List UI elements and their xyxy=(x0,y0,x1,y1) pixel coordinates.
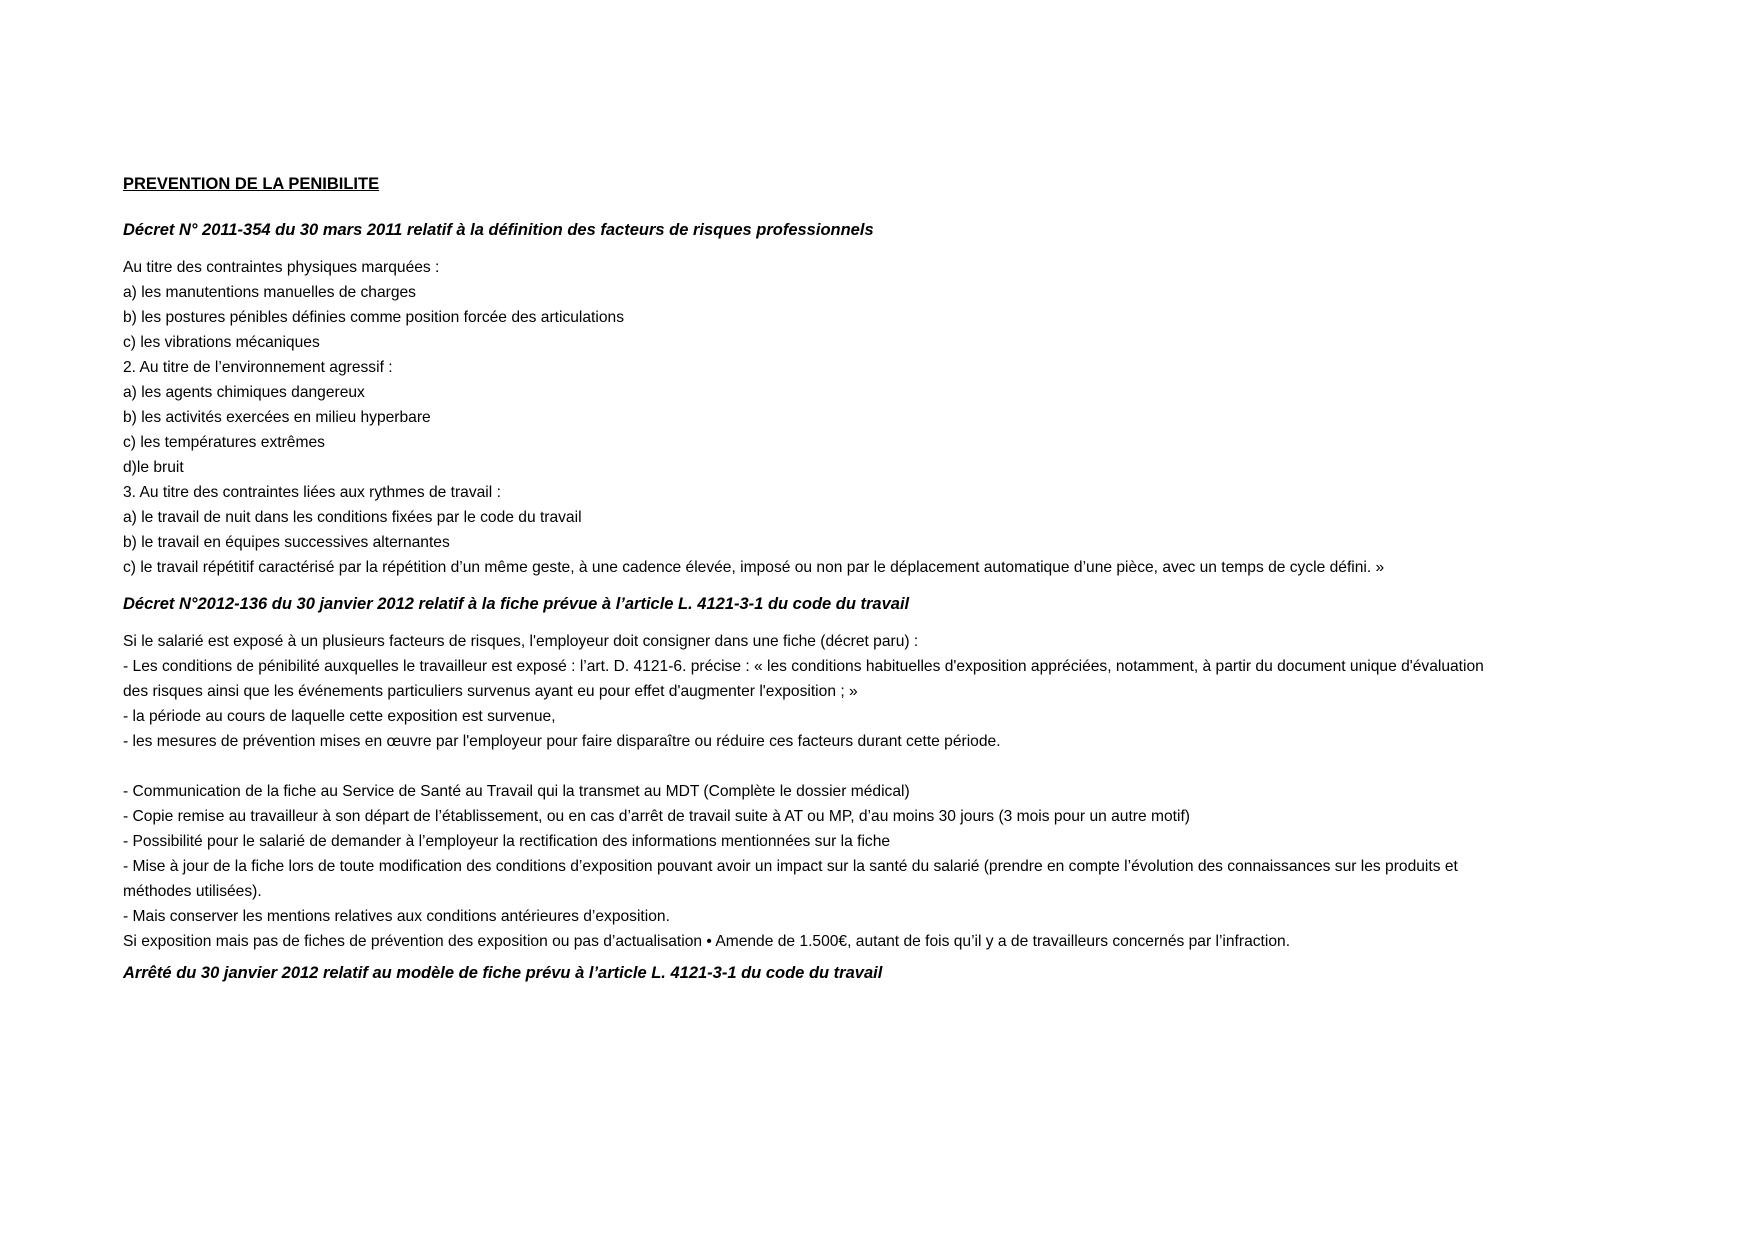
list-item: c) les vibrations mécaniques xyxy=(123,334,320,351)
list-item: c) les températures extrêmes xyxy=(123,434,325,451)
list-item: 3. Au titre des contraintes liées aux rythmes de travail : xyxy=(123,484,501,501)
document-page xyxy=(123,172,1513,998)
section-heading-decret-2011: Décret N° 2011-354 du 30 mars 2011 relatif à la définition des facteurs de risques professionnels xyxy=(123,221,874,239)
paragraph-line: - Communication de la fiche au Service de Santé au Travail qui la transmet au MDT (Complète le dossier médical) xyxy=(123,783,910,800)
section-heading-arrete-2012: Arrêté du 30 janvier 2012 relatif au modèle de fiche prévu à l’article L. 4121-3-1 du code du travail xyxy=(123,964,883,982)
paragraph-line: - la période au cours de laquelle cette exposition est survenue, xyxy=(123,708,556,725)
paragraph-line: - Mais conserver les mentions relatives aux conditions antérieures d’exposition. xyxy=(123,908,670,925)
list-item: d)le bruit xyxy=(123,459,184,476)
list-item: b) les activités exercées en milieu hyperbare xyxy=(123,409,431,426)
list-item: 2. Au titre de l’environnement agressif : xyxy=(123,359,393,376)
paragraph-line: Si exposition mais pas de fiches de prévention des exposition ou pas d’actualisation • Amende de 1.500€, autant de fois qu’il y a de travailleurs concernés par l’infraction. xyxy=(123,933,1291,950)
list-item: a) les agents chimiques dangereux xyxy=(123,384,365,401)
fiche-content xyxy=(123,629,1508,954)
list-item: a) les manutentions manuelles de charges xyxy=(123,284,416,301)
paragraph-line: - Copie remise au travailleur à son départ de l’établissement, ou en cas d’arrêt de travail suite à AT ou MP, d’au moins 30 jours (3 mois pour un autre motif) xyxy=(123,808,1190,825)
paragraph-line: - les mesures de prévention mises en œuvre par l'employeur pour faire disparaître ou réduire ces facteurs durant cette période. xyxy=(123,733,1001,750)
list-item: Au titre des contraintes physiques marquées : xyxy=(123,259,440,276)
paragraph-line: - Les conditions de pénibilité auxquelles le travailleur est exposé : l’art. D. 4121-6. précise : « les conditions habituelles d'exposition appréciées, notamment, à partir du document unique d'évaluation des risques ainsi que les événements particuliers survenus ayant eu pour effet d'augmenter l'exposition ; » xyxy=(123,658,1484,700)
risk-factors-list xyxy=(123,255,1513,580)
paragraph-line: Si le salarié est exposé à un plusieurs facteurs de risques, l'employeur doit consigner dans une fiche (décret paru) : xyxy=(123,633,919,650)
paragraph-line: - Possibilité pour le salarié de demander à l’employeur la rectification des informations mentionnées sur la fiche xyxy=(123,833,891,850)
list-item: a) le travail de nuit dans les conditions fixées par le code du travail xyxy=(123,509,582,526)
section-heading-decret-2012: Décret N°2012-136 du 30 janvier 2012 relatif à la fiche prévue à l’article L. 4121-3-1 du code du travail xyxy=(123,595,910,613)
list-item: b) les postures pénibles définies comme position forcée des articulations xyxy=(123,309,624,326)
list-item: b) le travail en équipes successives alternantes xyxy=(123,534,450,551)
paragraph-line: - Mise à jour de la fiche lors de toute modification des conditions d’exposition pouvant avoir un impact sur la santé du salarié (prendre en compte l’évolution des connaissances sur les produits et méthodes utilisées). xyxy=(123,858,1458,900)
list-item: c) le travail répétitif caractérisé par la répétition d’un même geste, à une cadence élevée, imposé ou non par le déplacement automatique d’une pièce, avec un temps de cycle défini. » xyxy=(123,559,1385,576)
document-title: PREVENTION DE LA PENIBILITE xyxy=(123,175,380,193)
blank-line xyxy=(123,754,1508,779)
